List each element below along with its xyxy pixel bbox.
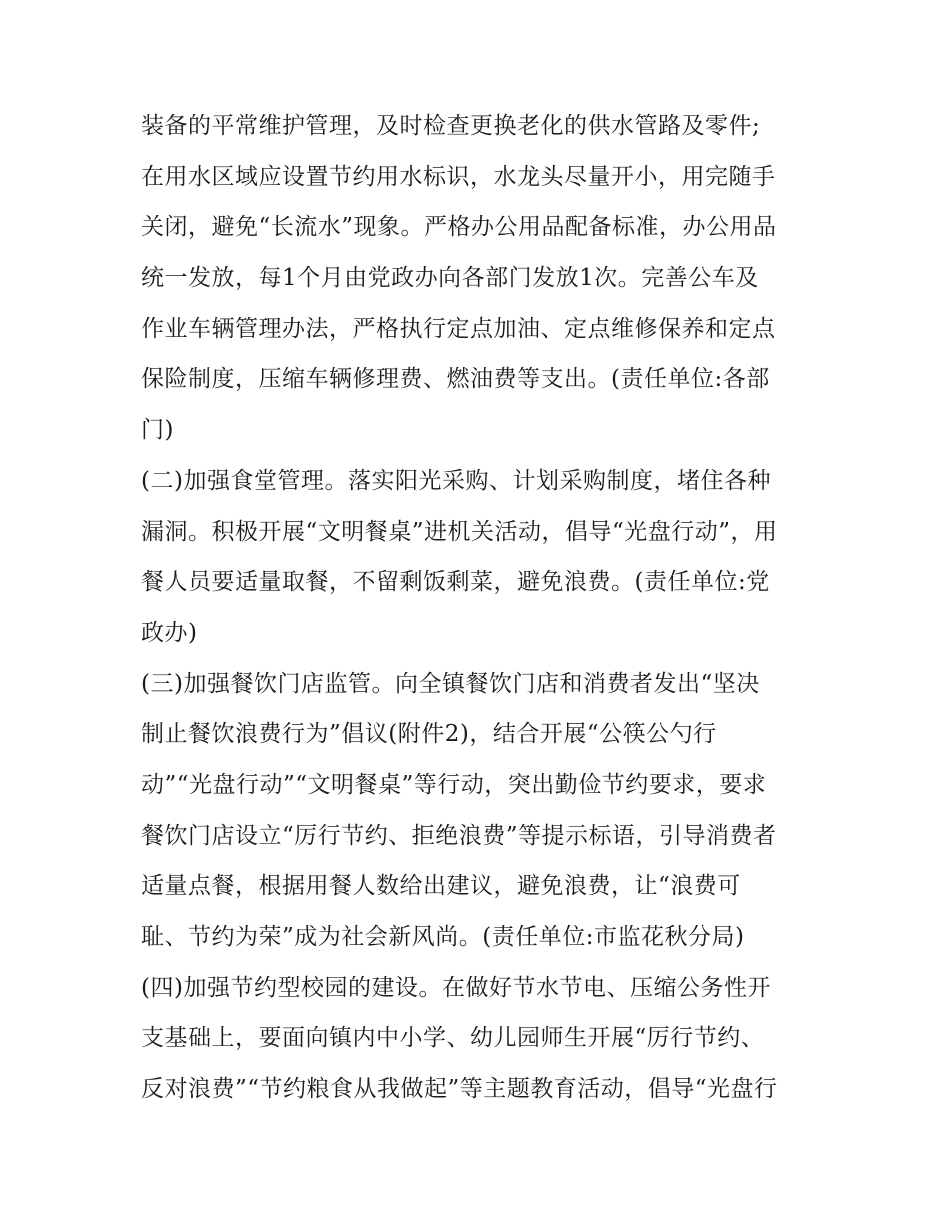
section-heading-line: (四)加强节约型校园的建设。在做好节水节电、压缩公务性开 xyxy=(141,974,771,1001)
text-line: 反对浪费”“节约粮食从我做起”等主题教育活动，倡导“光盘行 xyxy=(141,1076,778,1103)
text-line: 装备的平常维护管理，及时检查更换老化的供水管路及零件; xyxy=(141,113,761,139)
text-line: 动”“光盘行动”“文明餐桌”等行动，突出勤俭节约要求，要求 xyxy=(141,771,767,798)
text-line: 支基础上，要面向镇内中小学、幼儿园师生开展“厉行节约、 xyxy=(141,1025,765,1052)
text-line: 统一发放，每1个月由党政办向各部门发放1次。完善公车及 xyxy=(141,265,759,292)
text-line: 适量点餐，根据用餐人数给出建议，避免浪费，让“浪费可 xyxy=(141,873,741,900)
text-line: 在用水区域应设置节约用水标识，水龙头尽量开小，用完随手 xyxy=(141,163,776,190)
text-line: 作业车辆管理办法，严格执行定点加油、定点维修保养和定点 xyxy=(141,315,776,342)
text-line: 漏洞。积极开展“文明餐桌”进机关活动，倡导“光盘行动”，用 xyxy=(141,518,778,545)
section-heading-line: (三)加强餐饮门店监管。向全镇餐饮门店和消费者发出“坚决 xyxy=(141,670,760,697)
text-line: 门) xyxy=(141,417,174,444)
text-line: 关闭，避免“长流水”现象。严格办公用品配备标准，办公用品 xyxy=(141,214,777,241)
text-line: 政办) xyxy=(141,619,198,646)
section-heading-line: (二)加强食堂管理。落实阳光采购、计划采购制度，堵住各种 xyxy=(141,467,771,494)
text-line: 耻、节约为荣”成为社会新风尚。(责任单位:市监花秋分局) xyxy=(141,924,745,950)
document-body xyxy=(141,101,831,1115)
text-line: 制止餐饮浪费行为”倡议(附件2)，结合开展“公筷公勺行 xyxy=(141,721,717,748)
text-line: 餐人员要适量取餐，不留剩饭剩菜，避免浪费。(责任单位:党 xyxy=(141,569,770,596)
text-line: 餐饮门店设立“厉行节约、拒绝浪费”等提示标语，引导消费者 xyxy=(141,822,777,849)
text-line: 保险制度，压缩车辆修理费、燃油费等支出。(责任单位:各部 xyxy=(141,366,770,393)
